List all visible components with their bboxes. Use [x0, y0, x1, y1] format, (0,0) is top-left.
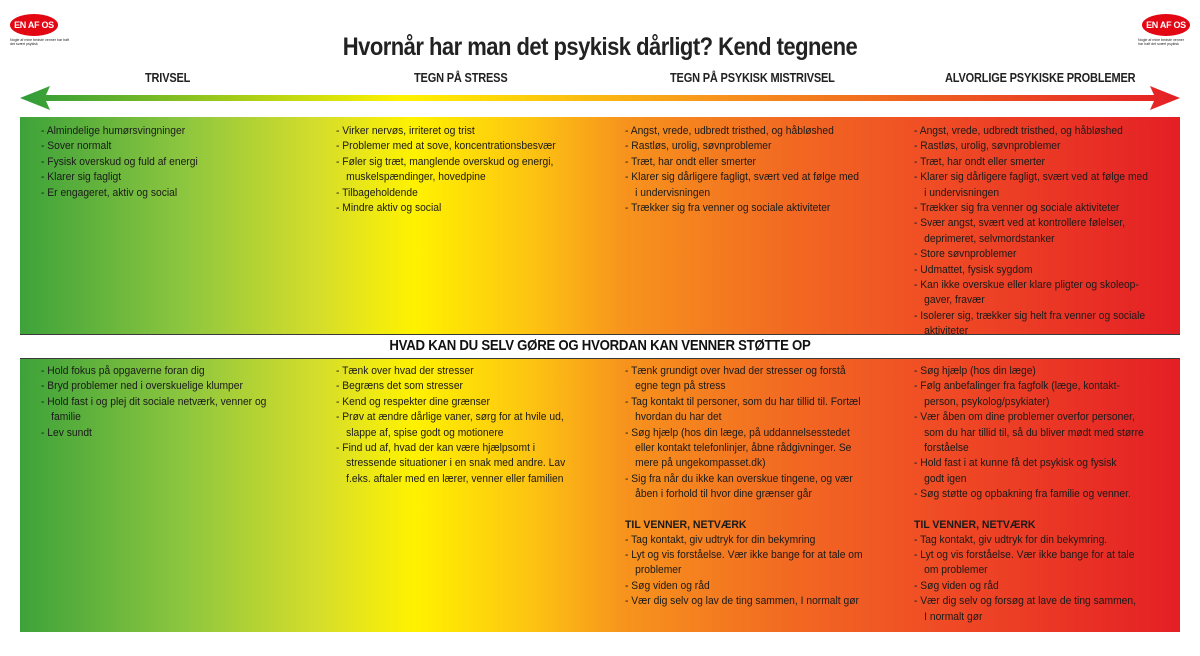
- list-item: - Mindre aktiv og social: [336, 202, 442, 215]
- list-item: - Almindelige humørsvingninger: [41, 125, 186, 137]
- logo-badge: EN AF OS: [1142, 14, 1190, 36]
- friends-heading: TIL VENNER, NETVÆRK: [625, 518, 747, 531]
- list-item: - Tag kontakt, giv udtryk for din bekymring.: [914, 533, 1108, 546]
- list-item: - Rastløs, urolig, søvnproblemer: [625, 140, 772, 153]
- list-item: - Vær dig selv og forsøg at lave de ting sammen, I normalt gør: [914, 595, 1136, 623]
- list-item: - Hold fast i og plej dit sociale netværk, venner og familie: [41, 395, 267, 424]
- list-item: - Find ud af, hvad der kan være hjælpsomt i stressende situationer i en snak med andre. Lav f.eks. aftaler med en lærer, venner eller familien: [336, 442, 566, 485]
- list-item: - Fysisk overskud og fuld af energi: [41, 155, 198, 168]
- list-item: - Rastløs, urolig, søvnproblemer: [914, 140, 1061, 153]
- list-item: - Vær dig selv og lav de ting sammen, I normalt gør: [625, 595, 859, 608]
- list-item: - Hold fokus på opgaverne foran dig: [41, 365, 205, 377]
- list-item: - Angst, vrede, udbredt tristhed, og håbløshed: [914, 125, 1123, 137]
- list-item: - Tag kontakt, giv udtryk for din bekymring: [625, 533, 816, 546]
- list-item: - Tag kontakt til personer, som du har tillid til. Fortæl hvordan du har det: [625, 395, 861, 424]
- logo-right[interactable]: [1128, 14, 1190, 47]
- column-heading-stress: TEGN PÅ STRESS: [414, 71, 508, 85]
- signs-mistrivsel: [625, 124, 895, 216]
- list-item: - Træt, har ondt eller smerter: [914, 155, 1045, 168]
- list-item: - Udmattet, fysisk sygdom: [914, 263, 1033, 276]
- list-item: - Store søvnproblemer: [914, 248, 1017, 261]
- list-item: - Lyt og vis forståelse. Vær ikke bange for at tale om problemer: [914, 549, 1135, 577]
- list-item: - Klarer sig fagligt: [41, 171, 122, 184]
- actions-alvorlige: [914, 364, 1184, 625]
- list-item: - Tænk over hvad der stresser: [336, 365, 474, 377]
- list-item: - Sover normalt: [41, 140, 112, 153]
- list-item: - Klarer sig dårligere fagligt, svært ved at følge med i undervisningen: [914, 171, 1148, 199]
- signs-trivsel: [41, 124, 301, 201]
- list-item: - Svær angst, svært ved at kontrollere følelser, deprimeret, selvmordstanker: [914, 217, 1126, 245]
- actions-mistrivsel: [625, 364, 895, 610]
- friends-heading: TIL VENNER, NETVÆRK: [914, 518, 1036, 531]
- list-item: - Prøv at ændre dårlige vaner, sørg for at hvile ud, slappe af, spise godt og motionere: [336, 411, 564, 439]
- actions-stress: [336, 364, 601, 487]
- list-item: - Tænk grundigt over hvad der stresser og forstå egne tegn på stress: [625, 365, 846, 393]
- column-heading-trivsel: TRIVSEL: [145, 71, 191, 85]
- list-item: - Sig fra når du ikke kan overskue tingene, og vær åben i forhold til hvor dine grænser går: [625, 472, 853, 501]
- actions-trivsel: [41, 364, 301, 441]
- list-item: - Søg hjælp (hos din læge, på uddannelsesstedet eller kontakt telefonlinjer, åbne rådgivninger. Se mere på ungekompasset.dk): [625, 426, 852, 470]
- list-item: - Søg viden og råd: [625, 579, 710, 592]
- column-heading-alvorlige: ALVORLIGE PSYKISKE PROBLEMER: [945, 71, 1136, 85]
- list-item: - Bryd problemer ned i overskuelige klumper: [41, 380, 243, 393]
- list-item: - Føler sig træt, manglende overskud og energi, muskelspændinger, hovedpine: [336, 155, 554, 184]
- logo-tagline: Nogle af mine bedste venner har haft det svært psykisk: [10, 38, 70, 47]
- list-item: - Søg støtte og opbakning fra familie og venner.: [914, 488, 1131, 501]
- column-heading-mistrivsel: TEGN PÅ PSYKISK MISTRIVSEL: [670, 71, 835, 85]
- list-item: - Træt, har ondt eller smerter: [625, 155, 756, 168]
- list-item: - Begræns det som stresser: [336, 380, 463, 393]
- list-item: - Følg anbefalinger fra fagfolk (læge, kontakt- person, psykolog/psykiater): [914, 380, 1120, 408]
- page-title: Hvornår har man det psykisk dårligt? Kend tegnene: [342, 33, 858, 61]
- logo-badge: EN AF OS: [10, 14, 58, 36]
- list-item: - Hold fast i at kunne få det psykisk og fysisk godt igen: [914, 457, 1117, 485]
- signs-alvorlige: [914, 124, 1184, 340]
- list-item: - Klarer sig dårligere fagligt, svært ved at følge med i undervisningen: [625, 171, 859, 199]
- list-item: - Tilbageholdende: [336, 186, 418, 199]
- list-item: - Trækker sig fra venner og sociale aktiviteter: [914, 202, 1120, 215]
- list-item: - Er engageret, aktiv og social: [41, 186, 178, 199]
- list-item: - Kan ikke overskue eller klare pligter og skoleop- gaver, fravær: [914, 279, 1139, 307]
- list-item: - Angst, vrede, udbredt tristhed, og håbløshed: [625, 125, 834, 137]
- list-item: - Vær åben om dine problemer overfor personer, som du har tillid til, så du bliver mødt med større forståelse: [914, 411, 1144, 455]
- signs-stress: [336, 124, 601, 216]
- list-item: - Lyt og vis forståelse. Vær ikke bange for at tale om problemer: [625, 549, 863, 577]
- list-item: - Lev sundt: [41, 426, 92, 439]
- list-item: - Trækker sig fra venner og sociale aktiviteter: [625, 202, 831, 215]
- list-item: - Virker nervøs, irriteret og trist: [336, 125, 475, 137]
- logo-tagline: Nogle af mine bedste venner har haft det svært psykisk: [1138, 38, 1184, 47]
- logo-left[interactable]: [10, 14, 72, 47]
- list-item: - Søg viden og råd: [914, 579, 999, 592]
- double-arrow-scale: [20, 86, 1180, 110]
- section-heading-what-to-do: HVAD KAN DU SELV GØRE OG HVORDAN KAN VENNER STØTTE OP: [389, 337, 811, 354]
- list-item: - Problemer med at sove, koncentrationsbesvær: [336, 140, 556, 153]
- list-item: - Kend og respekter dine grænser: [336, 395, 490, 408]
- list-item: - Søg hjælp (hos din læge): [914, 365, 1036, 377]
- list-item: - Isolerer sig, trækker sig helt fra venner og sociale aktiviteter: [914, 309, 1146, 338]
